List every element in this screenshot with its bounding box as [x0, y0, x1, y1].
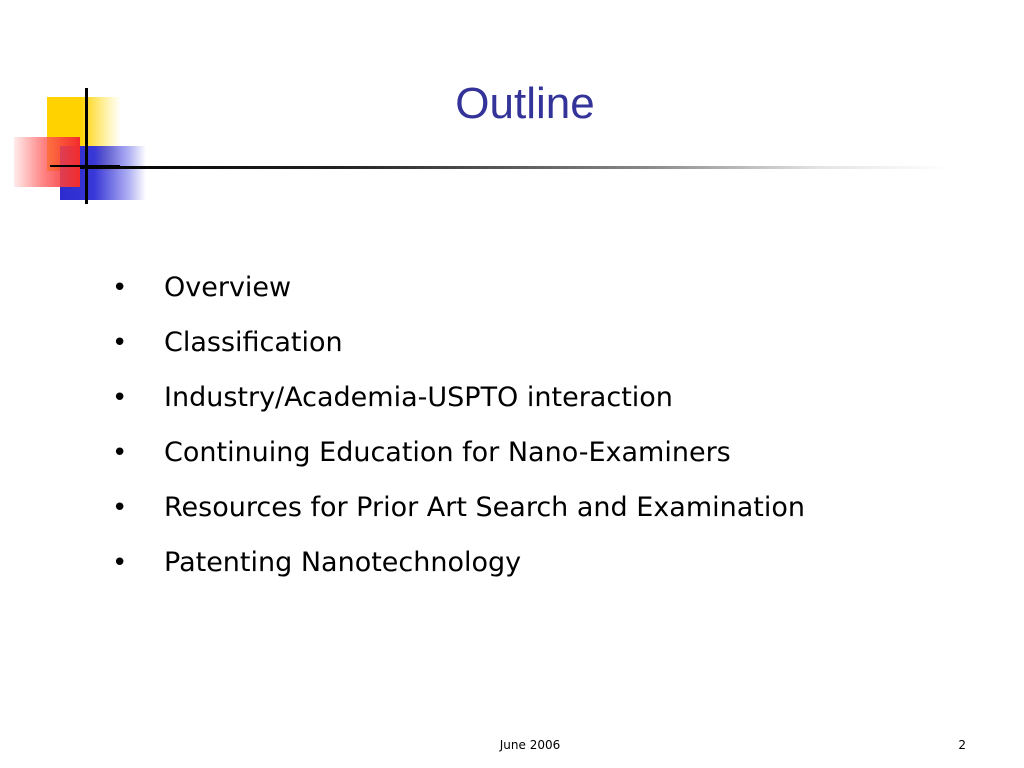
red-square-shape — [14, 137, 80, 187]
bullet-text: Patenting Nanotechnology — [164, 547, 522, 578]
bullet-text: Overview — [164, 272, 292, 303]
title-divider — [80, 166, 950, 169]
bullet-icon: • — [112, 383, 128, 413]
decorative-squares-logo — [0, 0, 160, 215]
bullet-text: Industry/Academia-USPTO interaction — [164, 382, 673, 413]
list-item — [112, 437, 805, 492]
page-number: 2 — [958, 738, 966, 752]
list-item — [112, 547, 805, 602]
footer-date: June 2006 — [499, 738, 561, 752]
bullet-text: Resources for Prior Art Search and Examination — [164, 492, 806, 523]
bullet-icon: • — [112, 548, 128, 578]
list-item — [112, 492, 805, 547]
bullet-icon: • — [112, 273, 128, 303]
bullet-list — [112, 272, 805, 602]
list-item — [112, 272, 805, 327]
vertical-line — [85, 88, 88, 204]
list-item — [112, 327, 805, 382]
list-item — [112, 382, 805, 437]
bullet-icon: • — [112, 438, 128, 468]
bullet-text: Classification — [164, 327, 343, 358]
slide-title: Outline — [455, 79, 595, 128]
bullet-icon: • — [112, 328, 128, 358]
bullet-text: Continuing Education for Nano-Examiners — [164, 437, 731, 468]
bullet-icon: • — [112, 493, 128, 523]
